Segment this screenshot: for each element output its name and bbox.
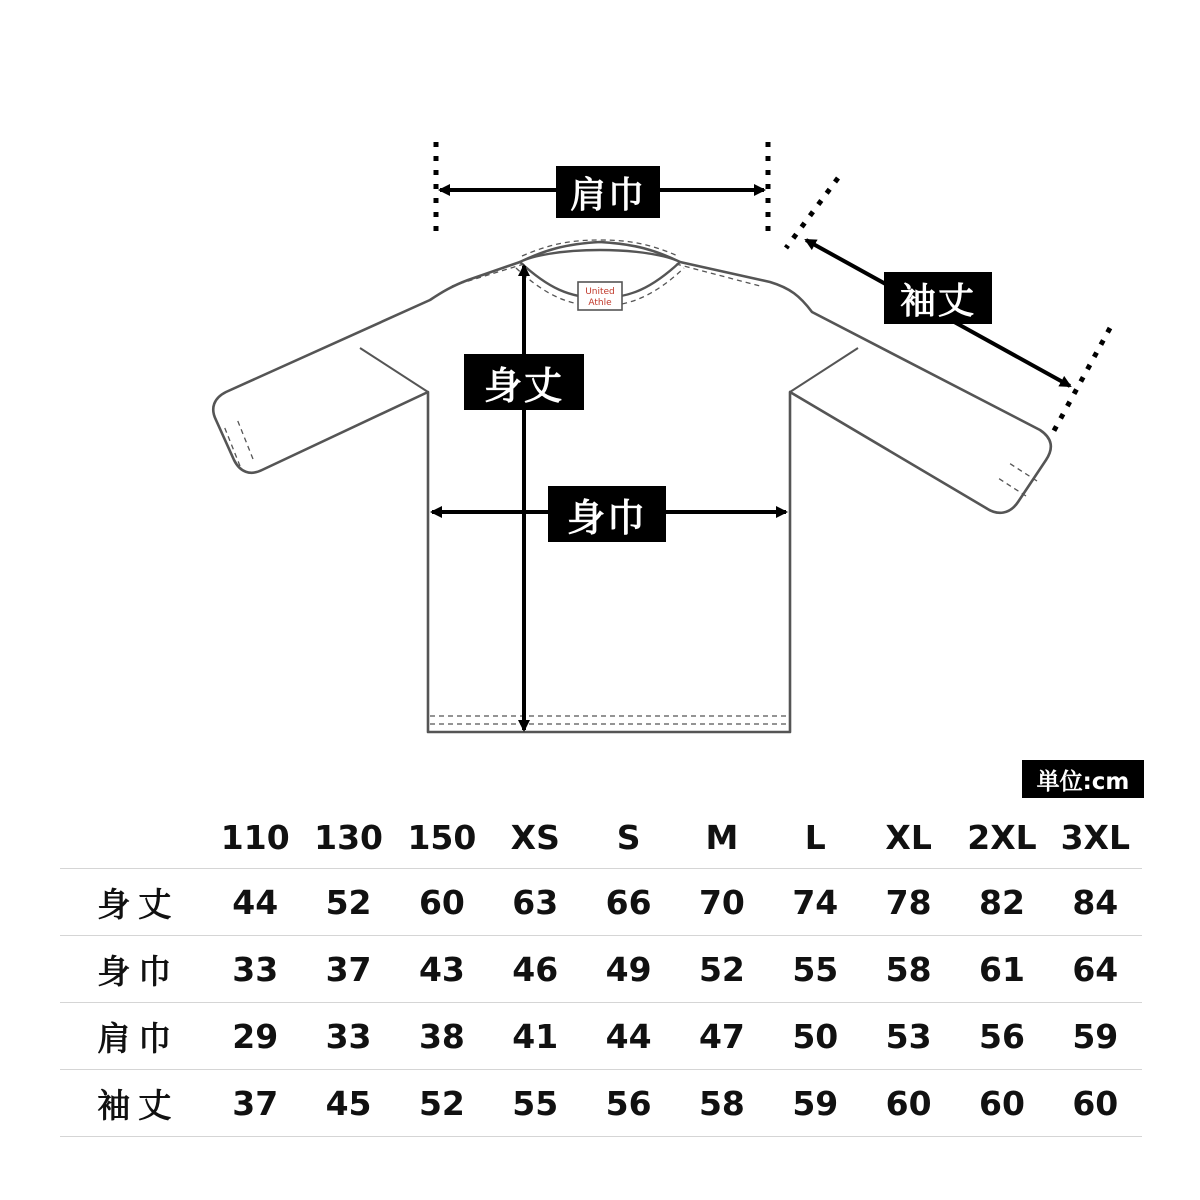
row-label-body-width: 身巾: [60, 936, 209, 1003]
cell-2-9: 59: [1049, 1003, 1142, 1070]
cell-3-7: 60: [862, 1070, 955, 1137]
size-table-head: [60, 806, 1142, 869]
size-table-header-row: [60, 806, 1142, 869]
cell-3-2: 52: [395, 1070, 488, 1137]
cell-3-1: 45: [302, 1070, 395, 1137]
cell-0-5: 70: [675, 869, 768, 936]
cell-2-8: 56: [955, 1003, 1048, 1070]
size-header-6: L: [769, 806, 862, 869]
label-unit: 単位:cm: [1022, 760, 1144, 798]
size-header-3: XS: [489, 806, 582, 869]
cell-0-4: 66: [582, 869, 675, 936]
cell-0-3: 63: [489, 869, 582, 936]
cell-1-3: 46: [489, 936, 582, 1003]
cell-1-9: 64: [1049, 936, 1142, 1003]
row-label-shoulder-width: 肩巾: [60, 1003, 209, 1070]
row-label-sleeve-length: 袖丈: [60, 1070, 209, 1137]
table-row: [60, 936, 1142, 1003]
cell-2-7: 53: [862, 1003, 955, 1070]
size-header-1: 130: [302, 806, 395, 869]
cell-3-3: 55: [489, 1070, 582, 1137]
cell-0-6: 74: [769, 869, 862, 936]
cell-0-2: 60: [395, 869, 488, 936]
size-header-2: 150: [395, 806, 488, 869]
size-table: [60, 806, 1142, 1137]
cell-3-4: 56: [582, 1070, 675, 1137]
size-table-corner: [60, 806, 209, 869]
cell-3-0: 37: [209, 1070, 302, 1137]
cell-1-1: 37: [302, 936, 395, 1003]
cell-1-4: 49: [582, 936, 675, 1003]
cell-3-5: 58: [675, 1070, 768, 1137]
label-body-length: 身丈: [464, 354, 584, 410]
cell-0-0: 44: [209, 869, 302, 936]
cell-3-8: 60: [955, 1070, 1048, 1137]
table-row: [60, 1070, 1142, 1137]
label-sleeve-length: 袖丈: [884, 272, 992, 324]
label-shoulder-width: 肩巾: [556, 166, 660, 218]
size-header-4: S: [582, 806, 675, 869]
table-row: [60, 1003, 1142, 1070]
cell-0-1: 52: [302, 869, 395, 936]
row-label-body-length: 身丈: [60, 869, 209, 936]
cell-1-5: 52: [675, 936, 768, 1003]
neck-tag-line2: Athle: [588, 298, 612, 308]
cell-2-6: 50: [769, 1003, 862, 1070]
cell-0-8: 82: [955, 869, 1048, 936]
size-header-8: 2XL: [955, 806, 1048, 869]
label-body-width: 身巾: [548, 486, 666, 542]
cell-2-2: 38: [395, 1003, 488, 1070]
table-row: [60, 869, 1142, 936]
size-header-7: XL: [862, 806, 955, 869]
cell-3-6: 59: [769, 1070, 862, 1137]
cell-2-5: 47: [675, 1003, 768, 1070]
cell-1-0: 33: [209, 936, 302, 1003]
size-table-body: [60, 869, 1142, 1137]
cell-2-0: 29: [209, 1003, 302, 1070]
cell-1-7: 58: [862, 936, 955, 1003]
cell-1-6: 55: [769, 936, 862, 1003]
size-header-0: 110: [209, 806, 302, 869]
neck-tag: [578, 282, 622, 310]
cell-1-8: 61: [955, 936, 1048, 1003]
cell-0-9: 84: [1049, 869, 1142, 936]
cell-3-9: 60: [1049, 1070, 1142, 1137]
size-header-9: 3XL: [1049, 806, 1142, 869]
neck-tag-line1: United: [585, 287, 615, 297]
cell-0-7: 78: [862, 869, 955, 936]
cell-2-4: 44: [582, 1003, 675, 1070]
cell-2-1: 33: [302, 1003, 395, 1070]
cell-1-2: 43: [395, 936, 488, 1003]
cell-2-3: 41: [489, 1003, 582, 1070]
size-header-5: M: [675, 806, 768, 869]
